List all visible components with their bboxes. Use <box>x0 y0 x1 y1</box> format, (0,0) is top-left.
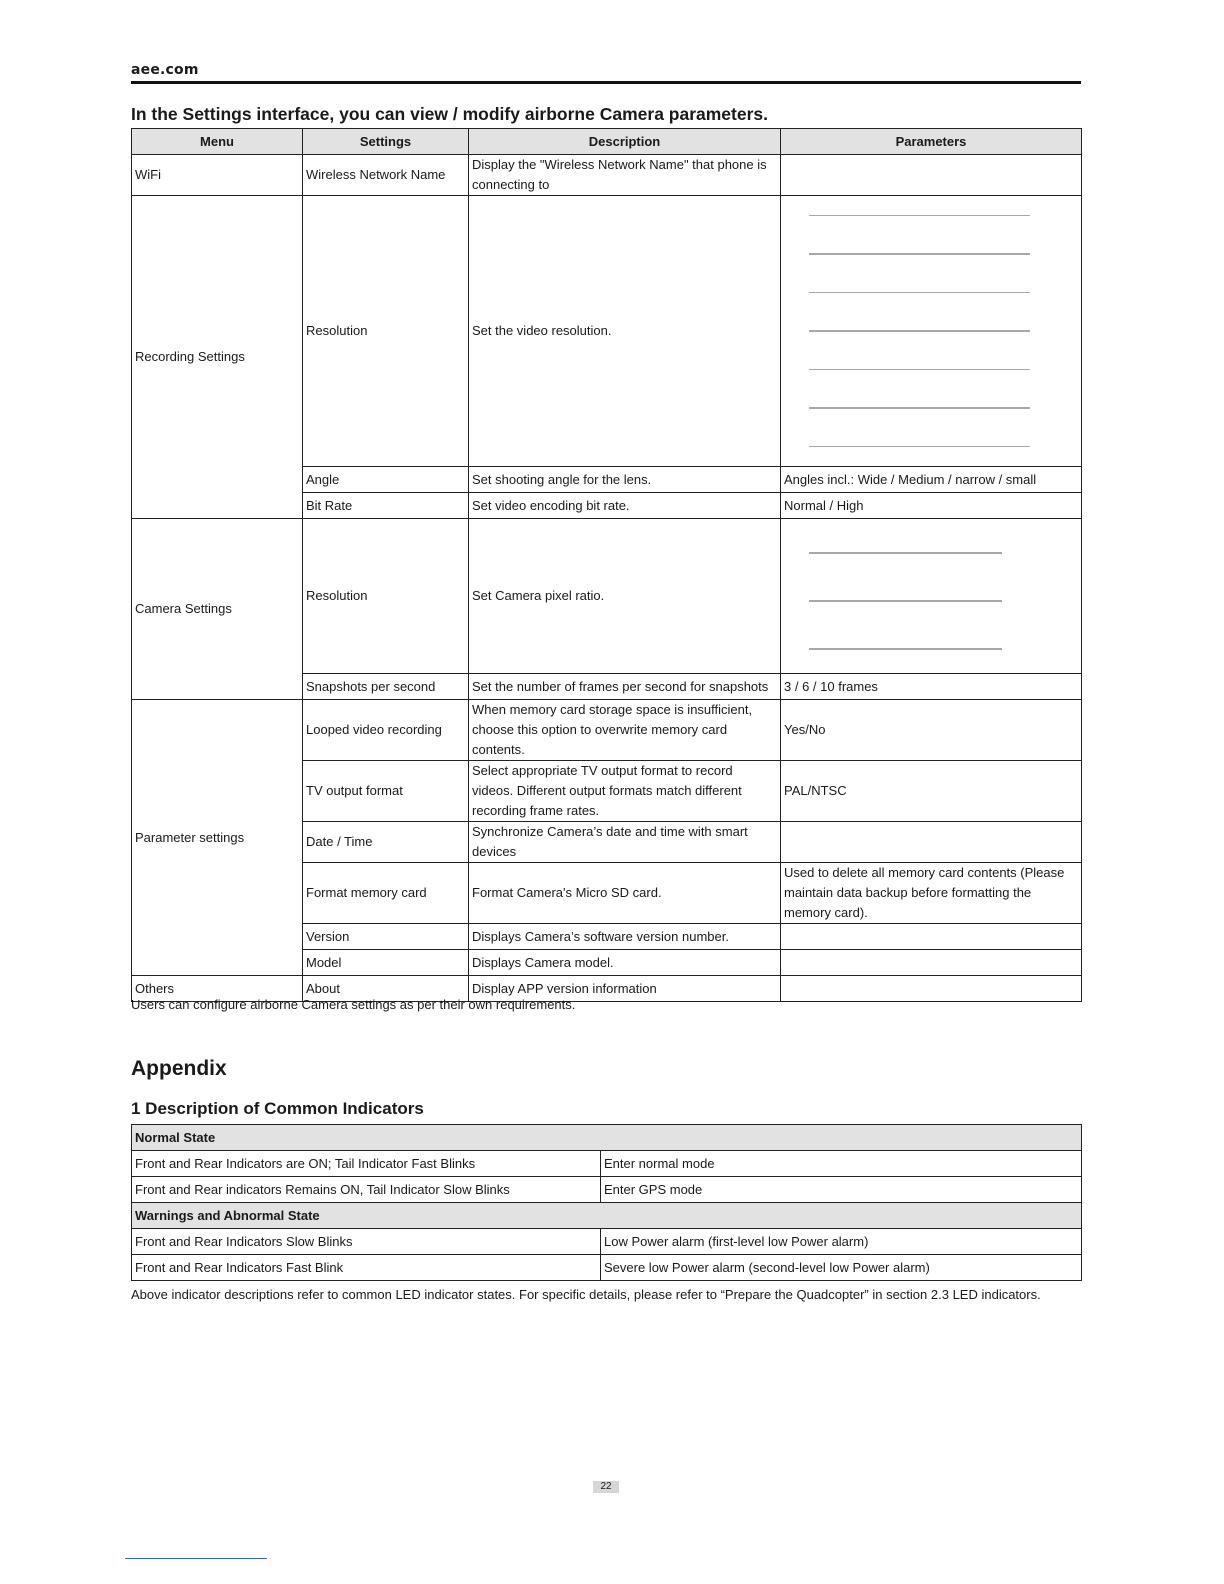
settings-footnote: Users can configure airborne Camera settings as per their own requirements. <box>131 997 576 1012</box>
description-cell: Display the "Wireless Network Name" that phone is connecting to <box>469 155 781 196</box>
menu-cell: Others <box>132 976 303 1002</box>
parameters-cell: 3 / 6 / 10 frames <box>781 674 1082 700</box>
column-header-description: Description <box>469 129 781 155</box>
page-number: 22 <box>593 1481 619 1493</box>
section-header-normal-state: Normal State <box>132 1125 1082 1151</box>
option-line <box>809 552 1002 554</box>
section-header-row <box>132 1203 1082 1229</box>
description-cell: Set the video resolution. <box>469 196 781 467</box>
menu-cell: Camera Settings <box>132 519 303 700</box>
parameters-cell <box>781 196 1082 467</box>
parameters-cell <box>781 822 1082 863</box>
option-line <box>809 215 1030 217</box>
column-header-parameters: Parameters <box>781 129 1082 155</box>
setting-cell: Bit Rate <box>303 493 469 519</box>
table-row <box>132 519 1082 674</box>
parameters-cell <box>781 155 1082 196</box>
indicator-state-cell: Front and Rear Indicators Fast Blink <box>132 1255 601 1281</box>
setting-cell: Model <box>303 950 469 976</box>
indicators-subtitle: 1 Description of Common Indicators <box>131 1099 424 1118</box>
menu-cell: WiFi <box>132 155 303 196</box>
parameters-cell <box>781 950 1082 976</box>
setting-cell: Angle <box>303 467 469 493</box>
section-header-row <box>132 1125 1082 1151</box>
parameters-cell: Angles incl.: Wide / Medium / narrow / small <box>781 467 1082 493</box>
description-cell: Set video encoding bit rate. <box>469 493 781 519</box>
option-line <box>809 253 1030 255</box>
menu-cell: Parameter settings <box>132 700 303 976</box>
indicators-footnote: Above indicator descriptions refer to common LED indicator states. For specific details, please refer to “Prepare the Quadcopter” in section 2.3 LED indicators. <box>131 1287 1041 1302</box>
indicators-table <box>131 1124 1082 1281</box>
header-rule <box>131 81 1081 84</box>
setting-cell: Resolution <box>303 196 469 467</box>
table-row <box>132 1177 1082 1203</box>
setting-cell: Resolution <box>303 519 469 674</box>
description-cell: Set Camera pixel ratio. <box>469 519 781 674</box>
indicator-state-cell: Front and Rear indicators Remains ON, Tail Indicator Slow Blinks <box>132 1177 601 1203</box>
description-cell: Set shooting angle for the lens. <box>469 467 781 493</box>
option-line <box>809 407 1030 409</box>
pixel-options-placeholder <box>781 519 1081 673</box>
setting-cell: Snapshots per second <box>303 674 469 700</box>
brand-logo-text: aee.com <box>131 62 199 78</box>
setting-cell: TV output format <box>303 761 469 822</box>
option-line <box>809 600 1002 602</box>
parameters-cell: Used to delete all memory card contents (Please maintain data backup before formatting the memory card). <box>781 863 1082 924</box>
parameters-cell <box>781 976 1082 1002</box>
setting-cell: Version <box>303 924 469 950</box>
option-line <box>809 292 1030 294</box>
description-cell: Synchronize Camera’s date and time with smart devices <box>469 822 781 863</box>
indicator-meaning-cell: Low Power alarm (first-level low Power alarm) <box>601 1229 1082 1255</box>
parameters-cell: PAL/NTSC <box>781 761 1082 822</box>
description-cell: Display APP version information <box>469 976 781 1002</box>
indicator-meaning-cell: Enter GPS mode <box>601 1177 1082 1203</box>
setting-cell: About <box>303 976 469 1002</box>
settings-table <box>131 128 1082 1002</box>
table-row <box>132 1255 1082 1281</box>
indicator-meaning-cell: Severe low Power alarm (second-level low Power alarm) <box>601 1255 1082 1281</box>
setting-cell: Wireless Network Name <box>303 155 469 196</box>
appendix-title: Appendix <box>131 1057 227 1080</box>
table-row <box>132 1151 1082 1177</box>
option-line <box>809 648 1002 650</box>
table-row <box>132 196 1082 467</box>
option-line <box>809 369 1030 371</box>
parameters-cell: Yes/No <box>781 700 1082 761</box>
column-header-menu: Menu <box>132 129 303 155</box>
setting-cell: Format memory card <box>303 863 469 924</box>
setting-cell: Date / Time <box>303 822 469 863</box>
option-line <box>809 446 1030 448</box>
description-cell: Set the number of frames per second for snapshots <box>469 674 781 700</box>
indicator-state-cell: Front and Rear Indicators are ON; Tail Indicator Fast Blinks <box>132 1151 601 1177</box>
parameters-cell: Normal / High <box>781 493 1082 519</box>
description-cell: When memory card storage space is insufficient, choose this option to overwrite memory card contents. <box>469 700 781 761</box>
description-cell: Displays Camera model. <box>469 950 781 976</box>
description-cell: Select appropriate TV output format to record videos. Different output formats match different recording frame rates. <box>469 761 781 822</box>
settings-heading: In the Settings interface, you can view / modify airborne Camera parameters. <box>131 104 769 124</box>
table-row <box>132 700 1082 761</box>
section-header-warnings: Warnings and Abnormal State <box>132 1203 1082 1229</box>
menu-cell: Recording Settings <box>132 196 303 519</box>
resolution-options-placeholder <box>781 196 1081 466</box>
indicator-meaning-cell: Enter normal mode <box>601 1151 1082 1177</box>
option-line <box>809 330 1030 332</box>
indicator-state-cell: Front and Rear Indicators Slow Blinks <box>132 1229 601 1255</box>
parameters-cell <box>781 519 1082 674</box>
table-row <box>132 1229 1082 1255</box>
table-row <box>132 155 1082 196</box>
column-header-settings: Settings <box>303 129 469 155</box>
description-cell: Format Camera's Micro SD card. <box>469 863 781 924</box>
parameters-cell <box>781 924 1082 950</box>
footer-link-line <box>125 1558 267 1559</box>
description-cell: Displays Camera’s software version number. <box>469 924 781 950</box>
setting-cell: Looped video recording <box>303 700 469 761</box>
settings-header-row <box>132 129 1082 155</box>
